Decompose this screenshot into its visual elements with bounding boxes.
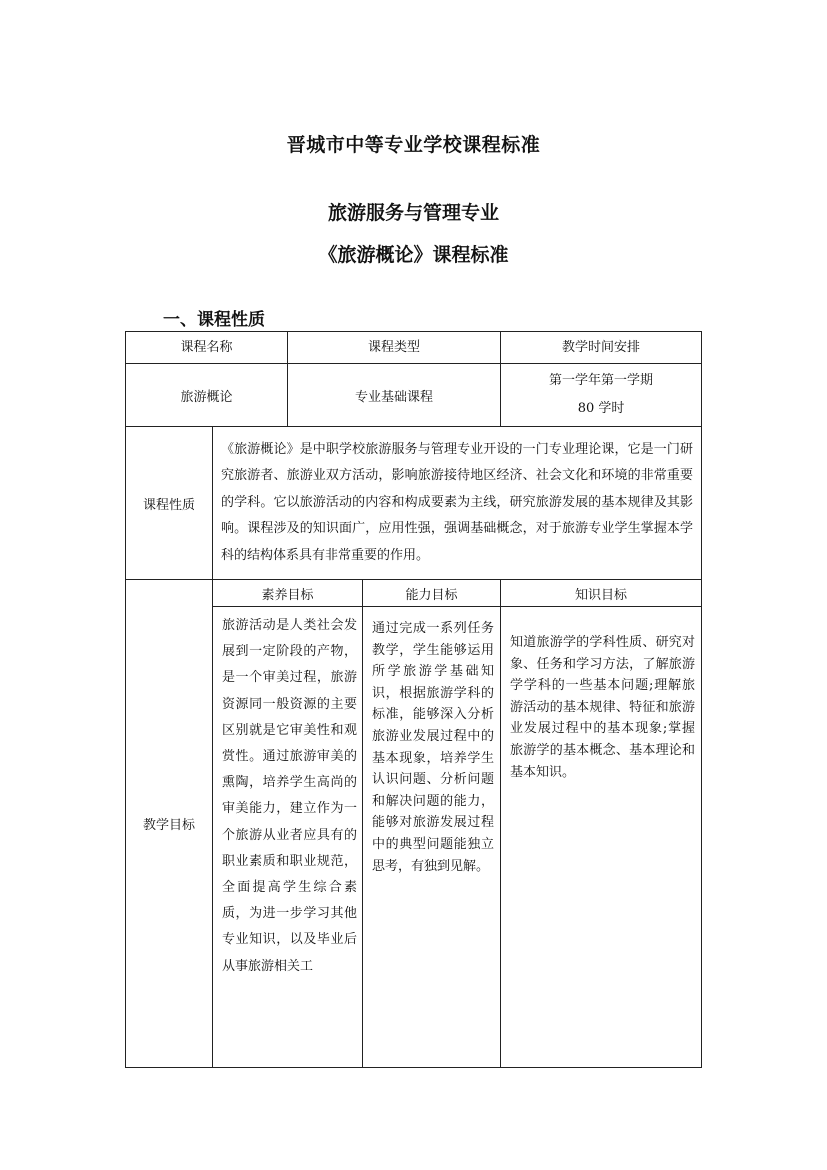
nature-text: 《旅游概论》是中职学校旅游服务与管理专业开设的一门专业理论课，它是一门研究旅游者、旅游业双方活动，影响旅游接待地区经济、社会文化和环境的非常重要的学科。它以旅游活动的内容和构成要素为主线，研究旅游发展的基本规律及其影响。课程涉及的知识面广，应用性强，强调基础概念，对于旅游专业学生掌握本学科的结构体系具有非常重要的作用。 xyxy=(213,427,702,580)
header-schedule: 教学时间安排 xyxy=(501,332,702,364)
schedule-term: 第一学年第一学期 xyxy=(549,373,654,388)
course-name-value: 旅游概论 xyxy=(126,364,288,427)
program-title: 旅游服务与管理专业 xyxy=(327,202,499,224)
nature-label: 课程性质 xyxy=(126,427,213,580)
course-standard-title: 《旅游概论》课程标准 xyxy=(318,244,509,266)
schedule-value xyxy=(501,364,702,427)
header-course-type: 课程类型 xyxy=(288,332,501,364)
goal-literacy-text: 旅游活动是人类社会发展到一定阶段的产物，是一个审美过程，旅游资源同一般资源的主要区别就是它审美性和观赏性。通过旅游审美的熏陶，培养学生高尚的审美能力，建立作为一个旅游从业者应具有的职业素质和职业规范，全面提高学生综合素质，为进一步学习其他专业知识，以及毕业后从事旅游相关工 xyxy=(213,607,363,1068)
course-info-table xyxy=(125,331,702,1068)
goal-knowledge-title: 知识目标 xyxy=(501,580,702,607)
course-type-value: 专业基础课程 xyxy=(288,364,501,427)
header-course-name: 课程名称 xyxy=(126,332,288,364)
goals-label: 教学目标 xyxy=(126,580,213,1068)
goal-knowledge-text: 知道旅游学的学科性质、研究对象、任务和学习方法，了解旅游学学科的一些基本问题;理解旅游活动的基本规律、特征和旅游业发展过程中的基本现象;掌握旅游学的基本概念、基本理论和基本知识。 xyxy=(501,607,702,1068)
goal-literacy-title: 素养目标 xyxy=(213,580,363,607)
goal-ability-text: 通过完成一系列任务教学，学生能够运用所学旅游学基础知识，根据旅游学科的标准，能够深入分析旅游业发展过程中的基本现象，培养学生认识问题、分析问题和解决问题的能力，能够对旅游发展过程中的典型问题能独立思考，有独到见解。 xyxy=(363,607,501,1068)
document-title: 晋城市中等专业学校课程标准 xyxy=(286,134,541,156)
goal-ability-title: 能力目标 xyxy=(363,580,501,607)
section-heading: 一、课程性质 xyxy=(163,310,265,330)
schedule-hours: 80 学时 xyxy=(577,401,625,416)
